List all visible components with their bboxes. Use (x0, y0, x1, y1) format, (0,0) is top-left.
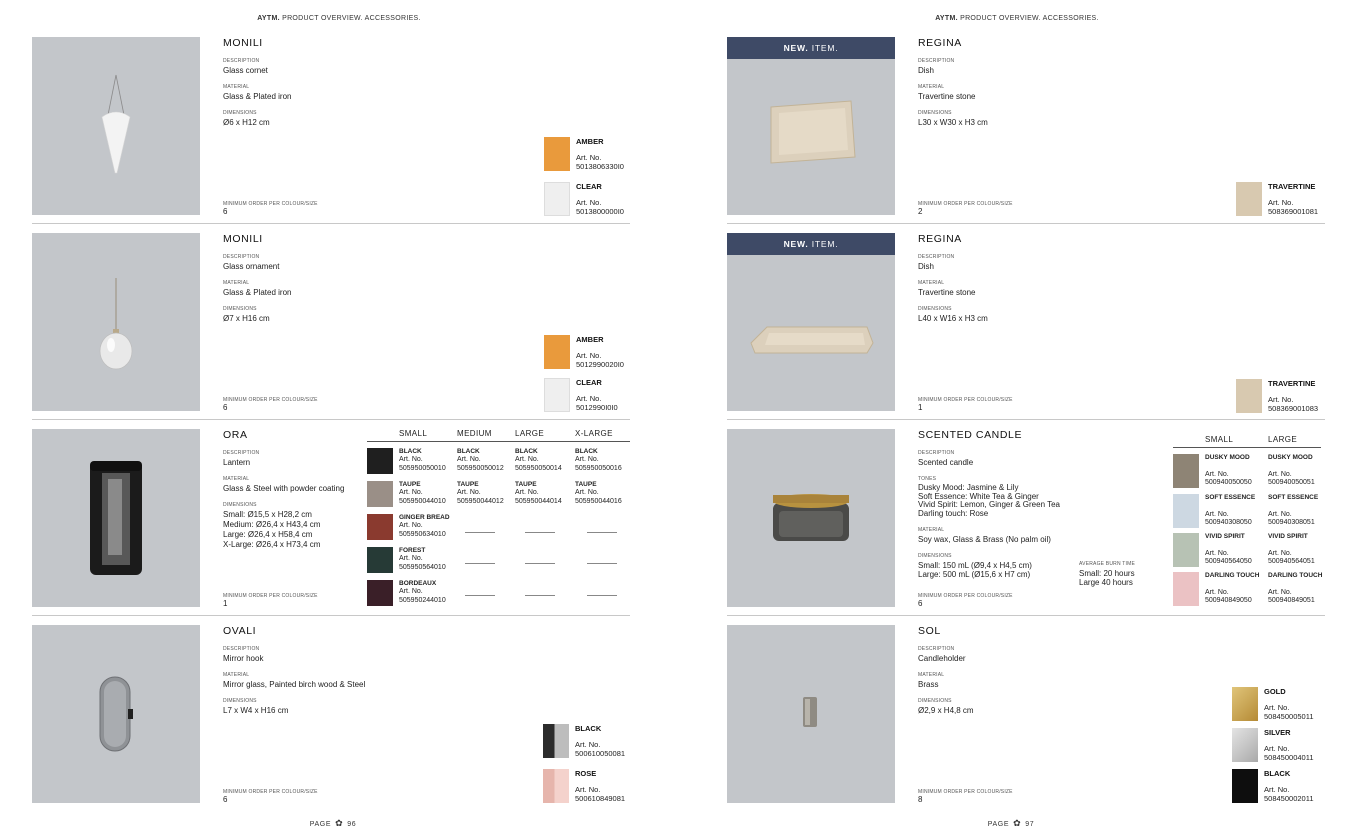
minimum-order: MINIMUM ORDER PER COLOUR/SIZE 2 (918, 201, 1013, 216)
size-header: SMALL (1205, 435, 1234, 444)
product-description: Mirror hook (223, 654, 264, 663)
product-material: Glass & Steel with powder coating (223, 484, 345, 493)
product-tones: Dusky Mood: Jasmine & Lily Soft Essence: White Tea & Ginger Vivid Spirit: Lemon, Ginger & Green Tea Darling touch: Rose (918, 483, 1060, 518)
table-header-rule (1173, 447, 1321, 448)
product-name: SOL (918, 625, 941, 637)
variant-cell: TAUPE Art. No. 505950044012 (457, 481, 504, 505)
not-available-dash (587, 595, 617, 596)
page-footer-left: PAGE ✿ 96 (309, 818, 357, 828)
product-material: Glass & Plated iron (223, 92, 292, 101)
candle-jar-illustration (727, 429, 895, 607)
product-info: MONILI DESCRIPTION Glass cornet MATERIAL Glass & Plated iron DIMENSIONS Ø6 x H12 cm (223, 37, 553, 127)
product-info: ORA DESCRIPTION Lantern MATERIAL Glass & Steel with powder coating DIMENSIONS Small: Ø15,5 x H28,2 cm Medium: Ø26,4 x H43,4 cm Large: Ø26,4 x H58,4 cm X-Large: Ø26,4 x H73,4 cm (223, 429, 553, 550)
swatch-chip (1232, 769, 1258, 803)
square-dish-illustration (727, 37, 895, 215)
swatch-chip (1232, 728, 1258, 762)
candleholder-illustration (727, 625, 895, 803)
variant-cell: TAUPE Art. No. 505950044014 (515, 481, 562, 505)
product-dimensions: Small: 150 mL (Ø9,4 x H4,5 cm) Large: 500 mL (Ø15,6 x H7 cm) (918, 561, 1032, 579)
product-name: MONILI (223, 37, 263, 49)
product-material: Travertine stone (918, 92, 976, 101)
swatch-chip (1173, 533, 1199, 567)
size-header: SMALL (399, 429, 428, 438)
swatch-chip (1173, 572, 1199, 606)
swatch-chip (367, 580, 393, 606)
product-dimensions: Ø2,9 x H4,8 cm (918, 706, 974, 715)
variant-cell: DUSKY MOOD Art. No. 500940050051 (1268, 454, 1315, 486)
product-material: Travertine stone (918, 288, 976, 297)
glass-ornament-illustration (32, 233, 200, 411)
product-name: MONILI (223, 233, 263, 245)
product-info: MONILI DESCRIPTION Glass ornament MATERIAL Glass & Plated iron DIMENSIONS Ø7 x H16 cm (223, 233, 553, 323)
not-available-dash (525, 563, 555, 564)
long-dish-illustration (727, 233, 895, 411)
product-info: REGINA DESCRIPTION Dish MATERIAL Travertine stone DIMENSIONS L30 x W30 x H3 cm (918, 37, 1248, 127)
variant-table (1173, 435, 1321, 611)
product-row-sol: SOL DESCRIPTION Candleholder MATERIAL Brass DIMENSIONS Ø2,9 x H4,8 cm MINIMUM ORDER PER COLOUR/SIZE 8 GOLD Art. No. 508450005011 SILVER Art. No. 508450004011 BLACK Art. No. 508450002011 (727, 625, 1325, 812)
lantern-illustration (32, 429, 200, 607)
swatch-chip (544, 378, 570, 412)
product-description: Scented candle (918, 458, 974, 467)
minimum-order: MINIMUM ORDER PER COLOUR/SIZE 6 (223, 397, 318, 412)
variant-cell: DARLING TOUCH Art. No. 500940849051 (1268, 572, 1323, 604)
swatch-chip (544, 137, 570, 171)
product-name: REGINA (918, 233, 962, 245)
product-dimensions: L40 x W16 x H3 cm (918, 314, 988, 323)
size-header: X-LARGE (575, 429, 613, 438)
product-description: Dish (918, 262, 935, 271)
product-row-monili-cornet: MONILI DESCRIPTION Glass cornet MATERIAL Glass & Plated iron DIMENSIONS Ø6 x H12 cm MINIMUM ORDER PER COLOUR/SIZE 6 AMBER Art. No. 5013806330I0 CLEAR Art. No. 5013800000I0 (32, 37, 630, 224)
product-image (727, 625, 895, 803)
size-header: LARGE (515, 429, 545, 438)
product-image (727, 429, 895, 607)
product-description: Dish (918, 66, 935, 75)
swatch-chip (367, 448, 393, 474)
product-material: Brass (918, 680, 939, 689)
product-row-ora (32, 429, 630, 616)
swatch-chip (1236, 379, 1262, 413)
variant-cell: TAUPE Art. No. 505950044010 (399, 481, 446, 505)
product-image (32, 37, 200, 215)
variant-cell: BLACK Art. No. 505950050014 (515, 448, 562, 472)
product-row-ovali: OVALI DESCRIPTION Mirror hook MATERIAL Mirror glass, Painted birch wood & Steel DIMENSIONS L7 x W4 x H16 cm MINIMUM ORDER PER COLOUR/SIZE 6 BLACK Art. No. 500610050081 ROSE Art. No. 500610849081 (32, 625, 630, 812)
product-row-regina-long: NEW. ITEM. REGINA DESCRIPTION Dish MATERIAL Travertine stone DIMENSIONS L40 x W16 x H3 cm MINIMUM ORDER PER COLOUR/SIZE 1 TRAVERTINE Art. No. 508369001083 (727, 233, 1325, 420)
product-material: Soy wax, Glass & Brass (No palm oil) (918, 535, 1051, 544)
swatch-chip (1236, 182, 1262, 216)
row-divider (727, 419, 1325, 420)
size-header: MEDIUM (457, 429, 492, 438)
minimum-order: MINIMUM ORDER PER COLOUR/SIZE 8 (918, 789, 1013, 804)
flower-icon: ✿ (335, 818, 344, 828)
product-name: ORA (223, 429, 248, 441)
swatch-chip (1173, 494, 1199, 528)
not-available-dash (465, 595, 495, 596)
product-row-regina-square: NEW. ITEM. REGINA DESCRIPTION Dish MATERIAL Travertine stone DIMENSIONS L30 x W30 x H3 cm MINIMUM ORDER PER COLOUR/SIZE 2 TRAVERTINE Art. No. 508369001081 (727, 37, 1325, 224)
product-description: Candleholder (918, 654, 966, 663)
product-info: OVALI DESCRIPTION Mirror hook MATERIAL Mirror glass, Painted birch wood & Steel DIMENSIONS L7 x W4 x H16 cm (223, 625, 553, 715)
not-available-dash (587, 532, 617, 533)
swatch-chip (1232, 687, 1258, 721)
product-image (32, 429, 200, 607)
product-info: SOL DESCRIPTION Candleholder MATERIAL Brass DIMENSIONS Ø2,9 x H4,8 cm (918, 625, 1248, 715)
swatch-chip (367, 481, 393, 507)
variant-cell: VIVID SPIRIT Art. No. 500940564050 (1205, 533, 1252, 565)
new-item-badge: NEW. ITEM. (727, 233, 895, 255)
variant-cell: SOFT ESSENCE Art. No. 500940308050 (1205, 494, 1256, 526)
minimum-order: MINIMUM ORDER PER COLOUR/SIZE 6 (223, 201, 318, 216)
swatch-chip (367, 547, 393, 573)
variant-table (367, 429, 630, 609)
product-image (727, 37, 895, 215)
variant-cell: TAUPE Art. No. 505950044016 (575, 481, 622, 505)
burn-time: AVERAGE BURN TIME Small: 20 hours Large 40 hours (1079, 561, 1136, 587)
product-row-scented-candle (727, 429, 1325, 616)
page-footer-right: PAGE ✿ 97 (987, 818, 1035, 828)
page-header-right: AYTM. PRODUCT OVERVIEW. ACCESSORIES. (935, 15, 1099, 22)
table-header-rule (367, 441, 630, 442)
product-description: Lantern (223, 458, 251, 467)
swatch-chip (544, 335, 570, 369)
variant-cell: SOFT ESSENCE Art. No. 500940308051 (1268, 494, 1319, 526)
swatch-chip (1173, 454, 1199, 488)
mirror-hook-illustration (32, 625, 200, 803)
variant-cell: BORDEAUX Art. No. 505950244010 (399, 580, 446, 604)
product-dimensions: Ø6 x H12 cm (223, 118, 270, 127)
product-image (32, 625, 200, 803)
swatch-chip (544, 182, 570, 216)
product-description: Glass ornament (223, 262, 280, 271)
variant-cell: VIVID SPIRIT Art. No. 500940564051 (1268, 533, 1315, 565)
minimum-order: MINIMUM ORDER PER COLOUR/SIZE 6 (918, 593, 1013, 608)
product-dimensions: Ø7 x H16 cm (223, 314, 270, 323)
row-divider (32, 419, 630, 420)
product-image (32, 233, 200, 411)
product-row-monili-ornament: MONILI DESCRIPTION Glass ornament MATERIAL Glass & Plated iron DIMENSIONS Ø7 x H16 cm MINIMUM ORDER PER COLOUR/SIZE 6 AMBER Art. No. 5012990020I0 CLEAR Art. No. 5012990I0I0 (32, 233, 630, 420)
product-name: REGINA (918, 37, 962, 49)
product-image (727, 233, 895, 411)
not-available-dash (525, 595, 555, 596)
page-header-left: AYTM. PRODUCT OVERVIEW. ACCESSORIES. (257, 15, 421, 22)
product-name: OVALI (223, 625, 257, 637)
variant-cell: DARLING TOUCH Art. No. 500940849050 (1205, 572, 1260, 604)
product-info: SCENTED CANDLE DESCRIPTION Scented candle TONES Dusky Mood: Jasmine & Lily Soft Essence: White Tea & Ginger Vivid Spirit: Lemon, Ginger & Green Tea Darling touch: Rose MATERIAL Soy wax, Glass & Brass (No palm oil) DIMENSIONS Small: 150 mL (Ø9,4 x H4,5 cm) Large: 500 mL (Ø15,6 x H7 cm) (918, 429, 1248, 579)
variant-cell: BLACK Art. No. 505950050010 (399, 448, 446, 472)
not-available-dash (525, 532, 555, 533)
minimum-order: MINIMUM ORDER PER COLOUR/SIZE 6 (223, 789, 318, 804)
not-available-dash (465, 563, 495, 564)
variant-cell: BLACK Art. No. 505950050012 (457, 448, 504, 472)
product-description: Glass cornet (223, 66, 268, 75)
row-divider (32, 615, 630, 616)
variant-cell: GINGER BREAD Art. No. 505950634010 (399, 514, 450, 538)
new-item-badge: NEW. ITEM. (727, 37, 895, 59)
product-material: Glass & Plated iron (223, 288, 292, 297)
size-header: LARGE (1268, 435, 1298, 444)
not-available-dash (465, 532, 495, 533)
variant-cell: DUSKY MOOD Art. No. 500940050050 (1205, 454, 1252, 486)
row-divider (727, 615, 1325, 616)
not-available-dash (587, 563, 617, 564)
product-dimensions: L30 x W30 x H3 cm (918, 118, 988, 127)
product-material: Mirror glass, Painted birch wood & Steel (223, 680, 366, 689)
product-info: REGINA DESCRIPTION Dish MATERIAL Travertine stone DIMENSIONS L40 x W16 x H3 cm (918, 233, 1248, 323)
flower-icon: ✿ (1013, 818, 1022, 828)
product-dimensions: L7 x W4 x H16 cm (223, 706, 289, 715)
variant-cell: FOREST Art. No. 505950564010 (399, 547, 446, 571)
minimum-order: MINIMUM ORDER PER COLOUR/SIZE 1 (918, 397, 1013, 412)
row-divider (727, 223, 1325, 224)
minimum-order: MINIMUM ORDER PER COLOUR/SIZE 1 (223, 593, 318, 608)
product-dimensions: Small: Ø15,5 x H28,2 cm Medium: Ø26,4 x H43,4 cm Large: Ø26,4 x H58,4 cm X-Large: Ø26,4 x H73,4 cm (223, 510, 321, 549)
swatch-chip (367, 514, 393, 540)
variant-cell: BLACK Art. No. 505950050016 (575, 448, 622, 472)
glass-cornet-illustration (32, 37, 200, 215)
product-name: SCENTED CANDLE (918, 429, 1023, 441)
swatch-chip (543, 724, 569, 758)
right-page (678, 0, 1356, 839)
swatch-chip (543, 769, 569, 803)
row-divider (32, 223, 630, 224)
